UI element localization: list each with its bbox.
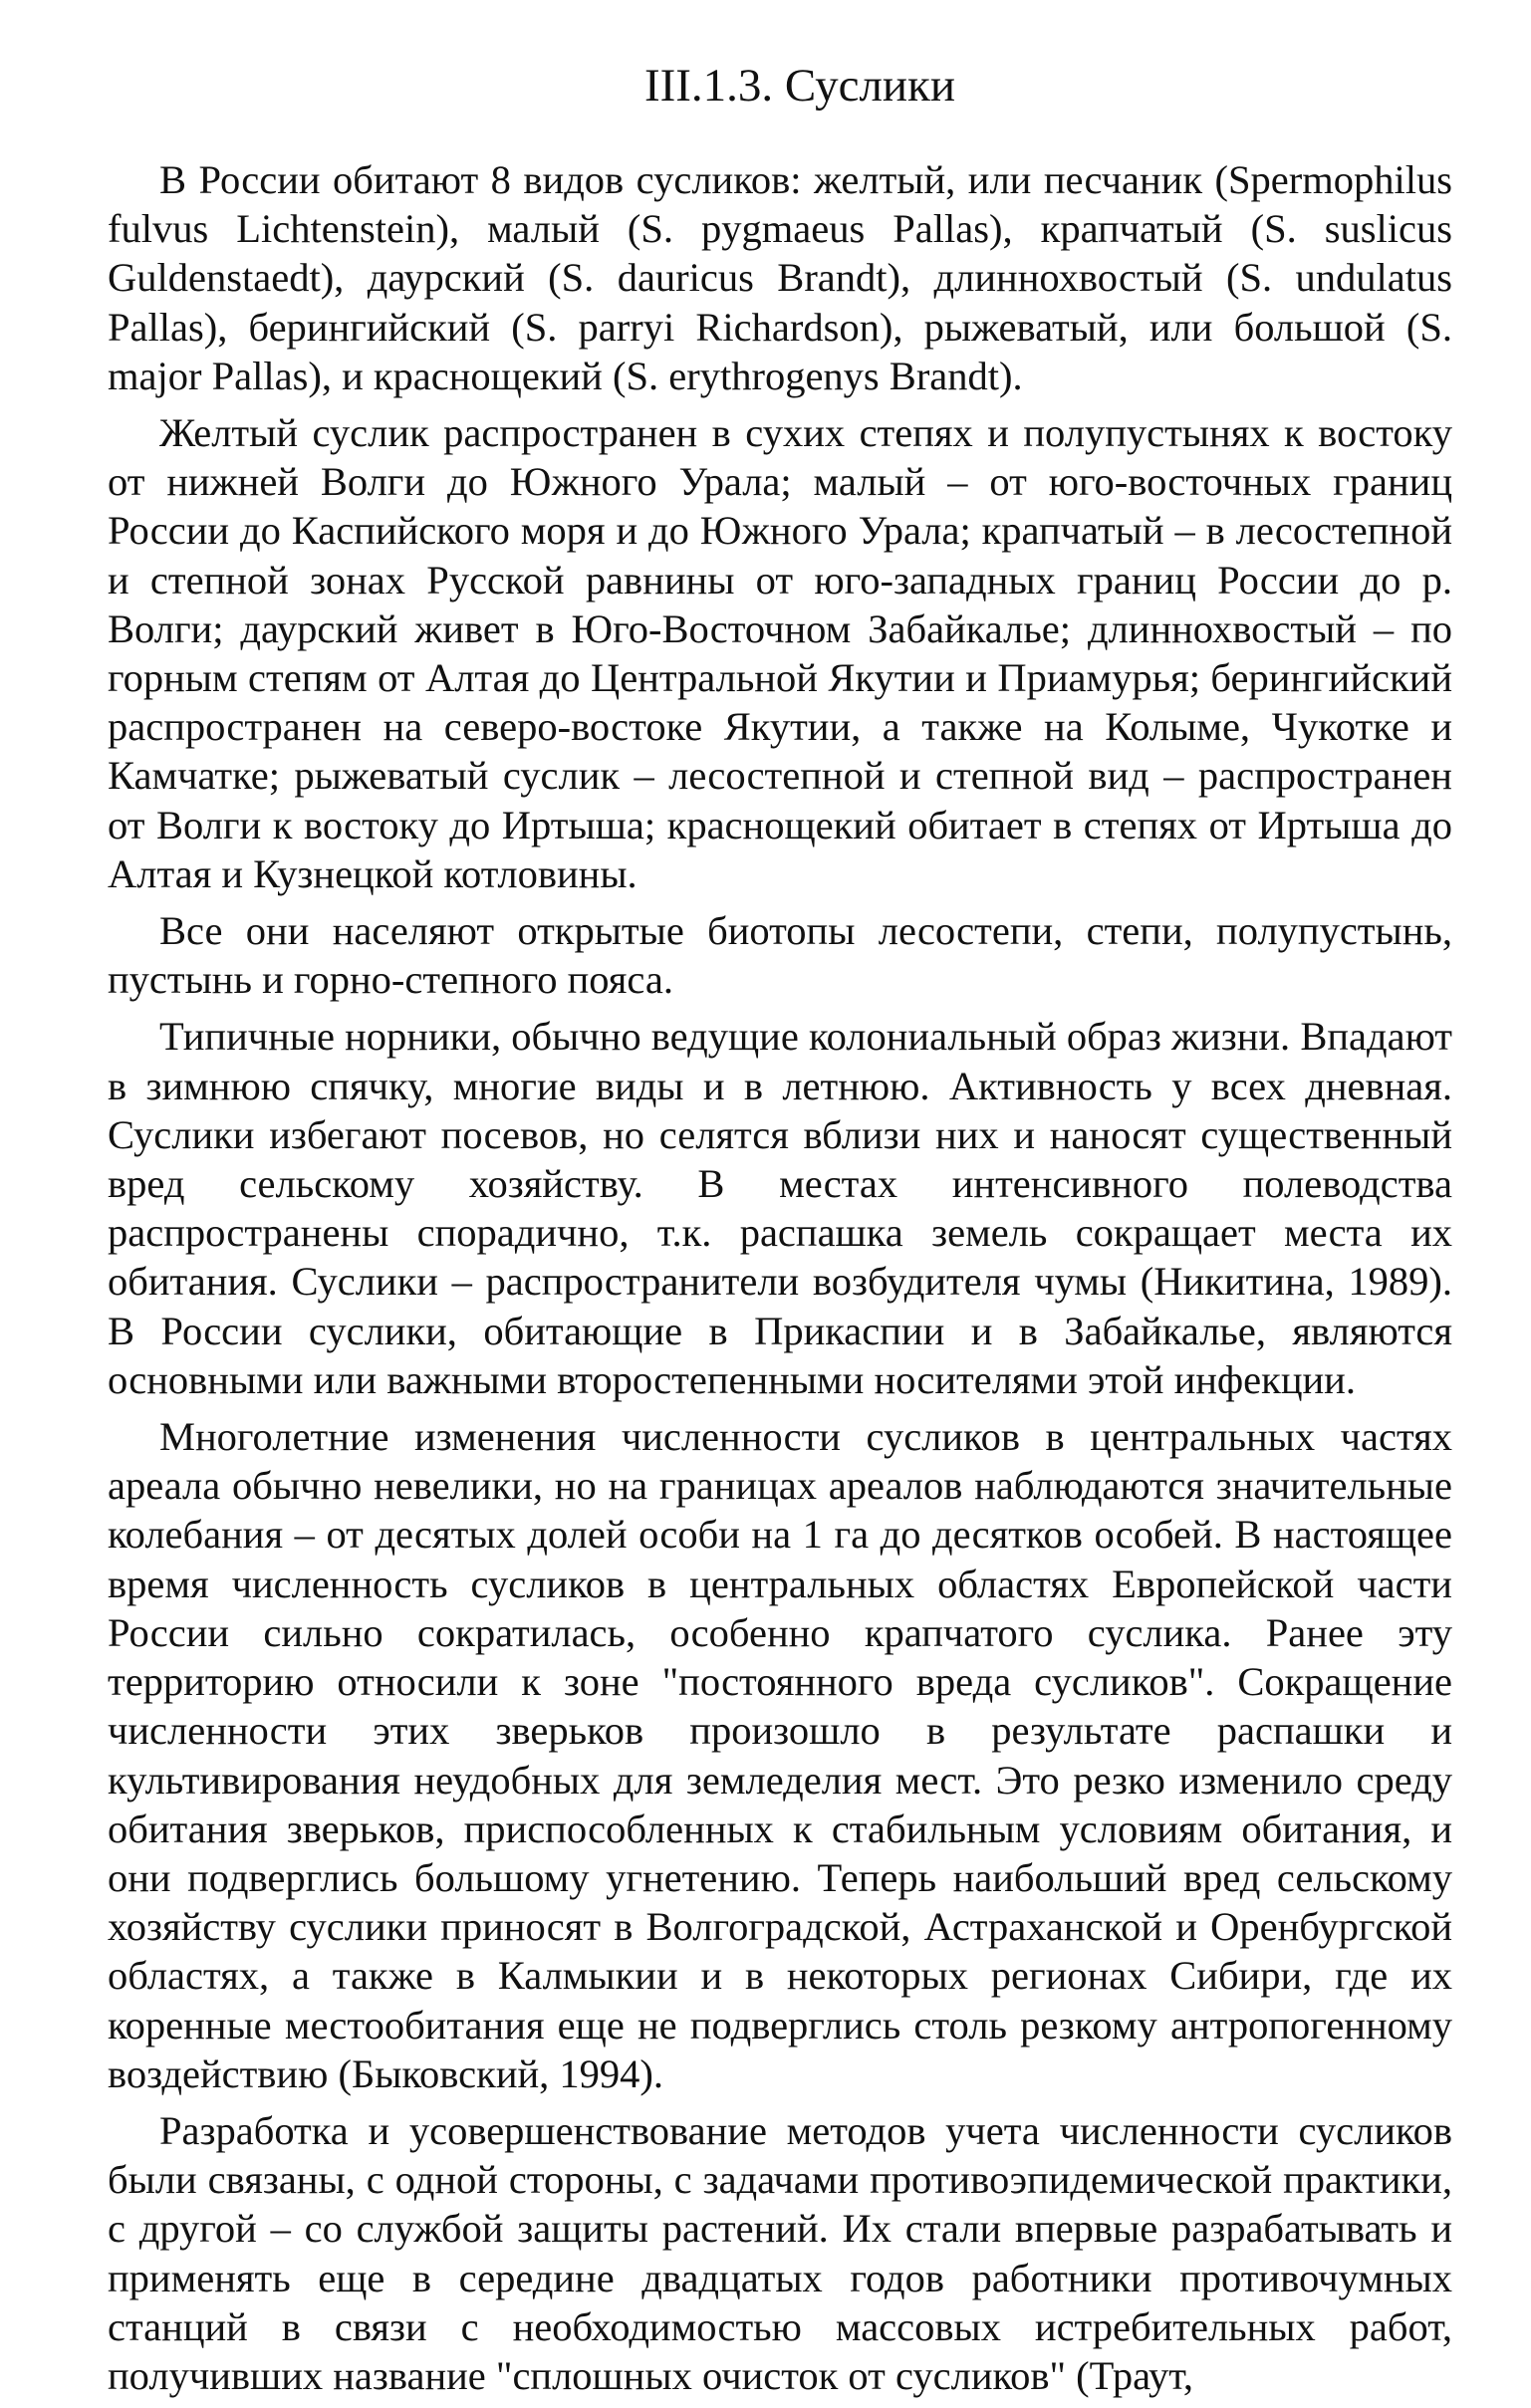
document-page [108,56,1452,2408]
paragraph-distribution: Желтый суслик распространен в сухих степях и полупустынях к востоку от нижней Волги до Южного Урала; малый – от юго-восточных границ России до Каспийского моря и до Южного Урала; крапчатый – в лесостепной и степной зонах Русской равнины от юго-западных границ России до р. Волги; даурский живет в Юго-Восточном Забайкалье; длиннохвостый – по горным степям от Алтая до Центральной Якутии и Приамурья; берингийский распространен на северо-востоке Якутии, а также на Колыме, Чукотке и Камчатке; рыжеватый суслик – лесостепной и степной вид – распространен от Волги к востоку до Иртыша; краснощекий обитает в степях от Иртыша до Алтая и Кузнецкой котловины. [108,410,1452,896]
section-title: III.1.3. Суслики [643,60,956,112]
paragraph-behavior: Типичные норники, обычно ведущие колониальный образ жизни. Впадают в зимнюю спячку, многие виды и в летнюю. Активность у всех дневная. Суслики избегают посевов, но селятся вблизи них и наносят существенный вред сельскому хозяйству. В местах интенсивного полеводства распространены спорадично, т.к. распашка земель сокращает места их обитания. Суслики – распространители возбудителя чумы (Никитина, 1989). В России суслики, обитающие в Прикаспии и в Забайкалье, являются основными или важными второстепенными носителями этой инфекции. [108,1014,1452,1402]
paragraph-species-list: В России обитают 8 видов сусликов: желтый, или песчаник (Spermophilus fulvus Lichtenstein), малый (S. pygmaeus Pallas), крапчатый (S. suslicus Guldenstaedt), даурский (S. dauricus Brandt), длиннохвостый (S. undulatus Pallas), берингийский (S. parryi Richardson), рыжеватый, или большой (S. major Pallas), и краснощекий (S. erythrogenys Brandt). [108,157,1452,398]
paragraph-biotopes: Все они населяют открытые биотопы лесостепи, степи, полупустынь, пустынь и горно-степного пояса. [108,908,1452,1003]
paragraph-survey-methods: Разработка и усовершенствование методов учета численности сусликов были связаны, с одной стороны, с задачами противоэпидемической практики, с другой – со службой защиты растений. Их стали впервые разрабатывать и применять еще в середине двадцатых годов работники противочумных станций в связи с необходимостью массовых истребительных работ, получивших название "сплошных очисток от сусликов" (Траут, [108,2107,1452,2398]
paragraph-population-dynamics: Многолетние изменения численности сусликов в центральных частях ареала обычно невелики, но на границах ареалов наблюдаются значительные колебания – от десятых долей особи на 1 га до десятков особей. В настоящее время численность сусликов в центральных областях Европейской части России сильно сократилась, особенно крапчатого суслика. Ранее эту территорию относили к зоне "постоянного вреда сусликов". Сокращение численности этих зверьков произошло в результате распашки и культивирования неудобных для земледелия мест. Это резко изменило среду обитания зверьков, приспособленных к стабильным условиям обитания, и они подверглись большому угнетению. Теперь наибольший вред сельскому хозяйству суслики приносят в Волгоградской, Астраханской и Оренбургской областях, а также в Калмыкии и в некоторых регионах Сибири, где их коренные местообитания еще не подверглись столь резкому антропогенному воздействию (Быковский, 1994). [108,1414,1452,2096]
